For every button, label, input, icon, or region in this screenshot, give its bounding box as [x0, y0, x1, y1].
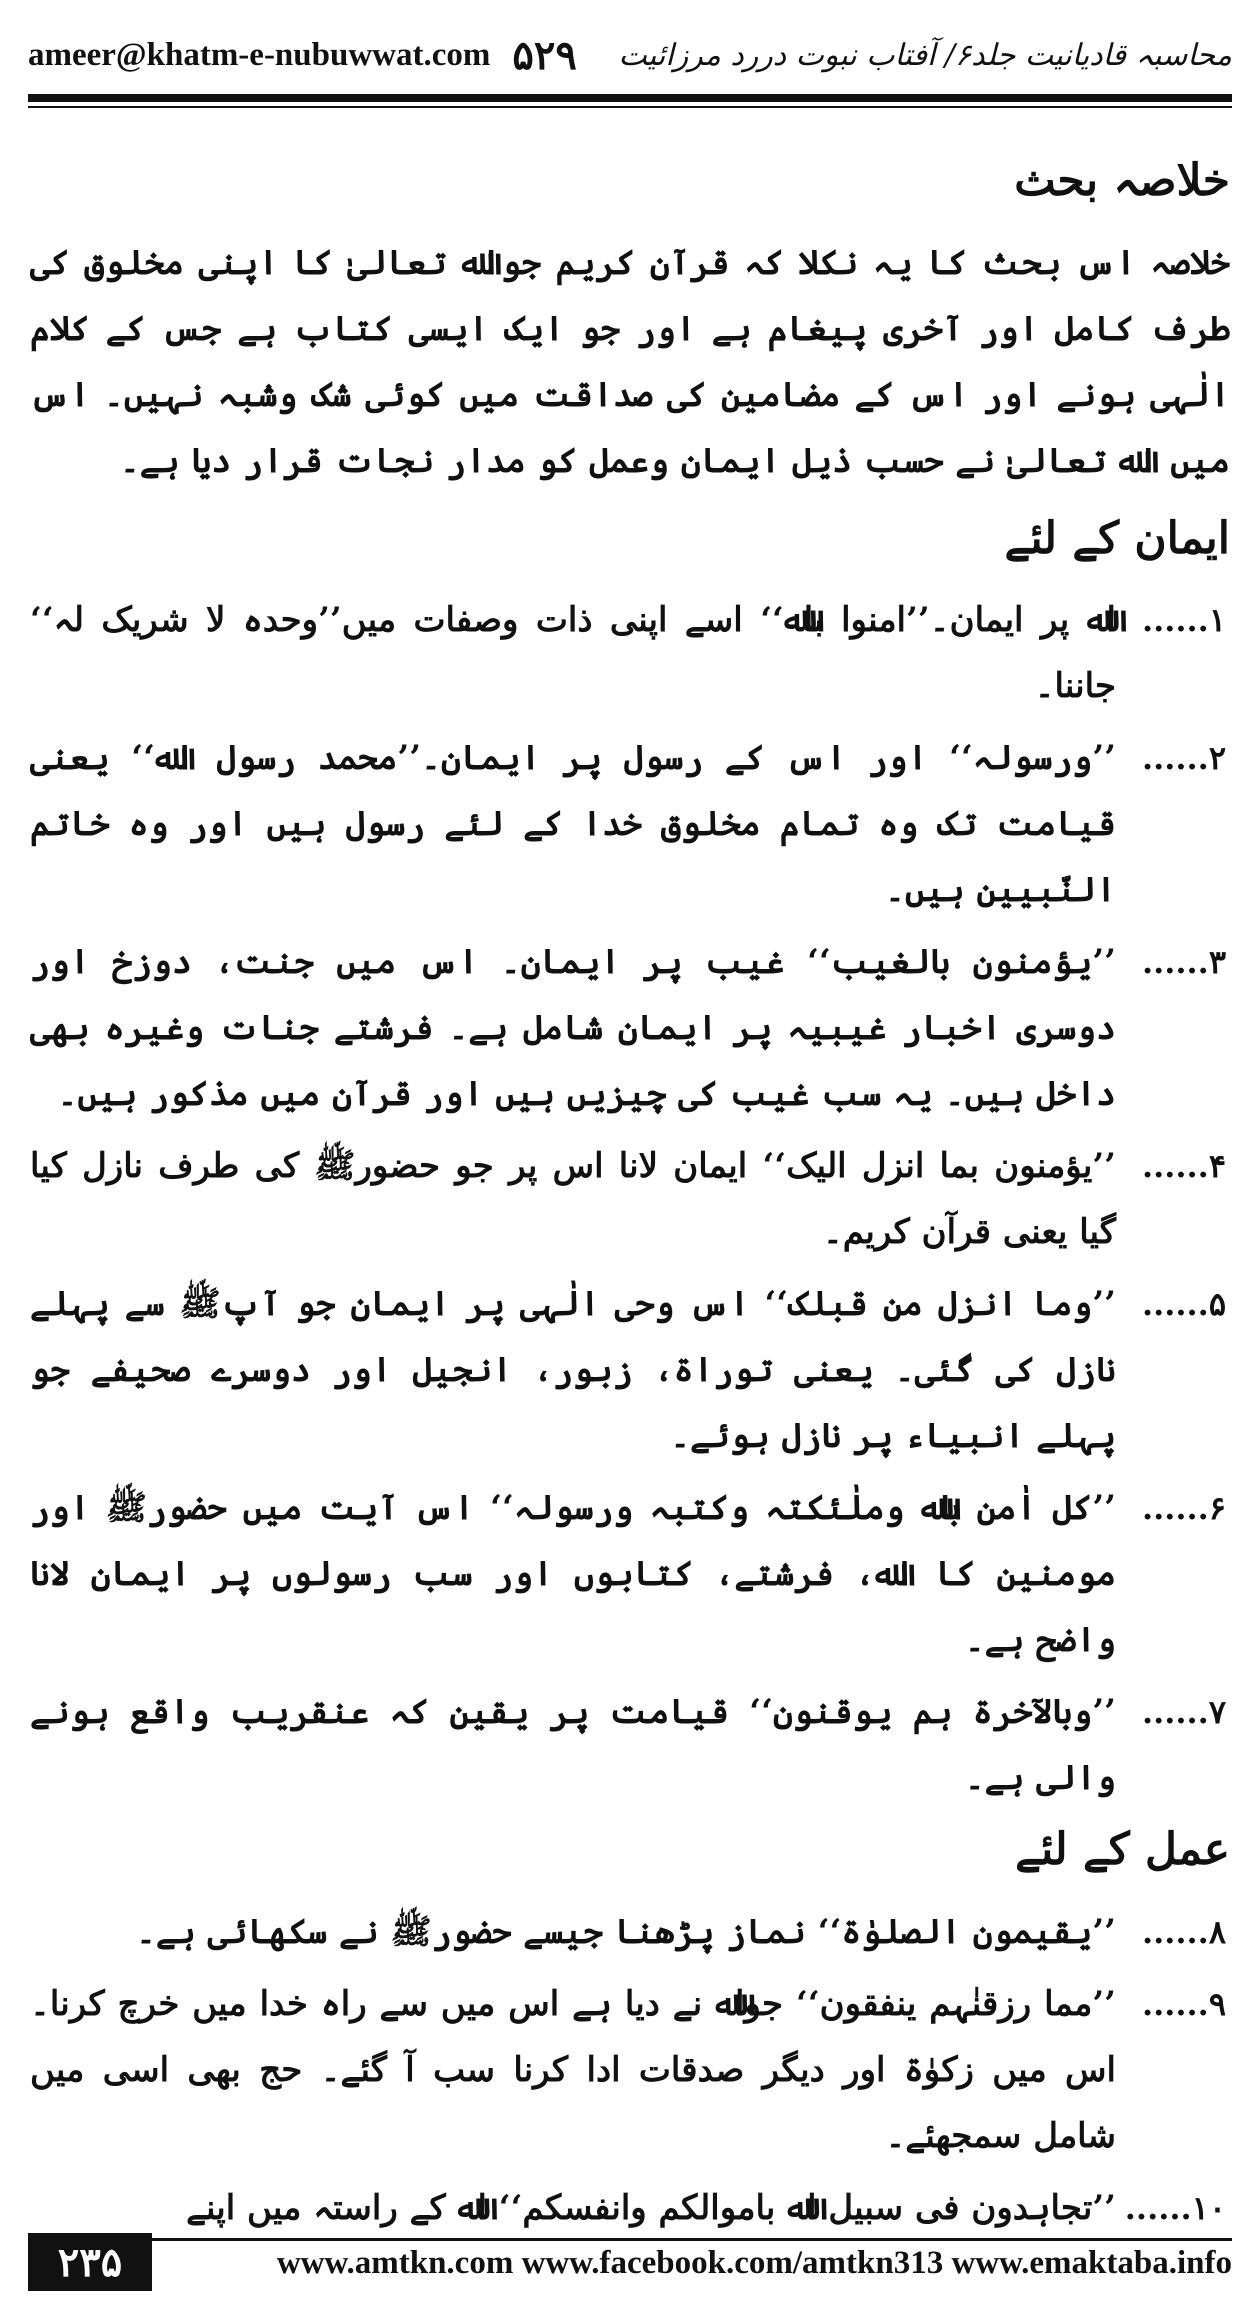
item-number: ۴......: [1141, 1147, 1226, 1186]
item-number: ۱......: [1141, 601, 1226, 640]
iman-list: [30, 587, 1230, 1811]
page-footer: [28, 2238, 1232, 2291]
amal-list: [30, 1899, 1230, 2241]
item-text: ’’مما رزقنٰہم ینفقون‘‘ جواﷲ نے دیا ہے اس میں سے راہ خدا میں خرچ کرنا۔ اس میں زکوٰۃ اور دیگر صدقات ادا کرنا سب آ گئے۔ حج بھی اسی میں شامل سمجھئے۔: [30, 1983, 1116, 2156]
summary-paragraph: خلاصہ اس بحث کا یہ نکلا کہ قرآن کریم جواﷲ تعالیٰ کا اپنی مخلوق کی طرف کامل اور آخری پیغام ہے اور جو ایک ایسی کتاب ہے جس کے کلام الٰہی ہونے اور اس کے مضامین کی صداقت میں کوئی شک وشبہ نہیں۔ اس میں اﷲ تعالیٰ نے حسب ذیل ایمان وعمل کو مدار نجات قرار دیا ہے۔: [30, 242, 1230, 481]
list-item: [30, 2175, 1230, 2241]
header-page-number: ۵۲۹: [512, 31, 577, 79]
list-item: [30, 1679, 1230, 1811]
list-item: [30, 929, 1230, 1127]
header-divider-thick: [28, 94, 1232, 102]
summary-heading: خلاصہ بحث: [1014, 155, 1230, 206]
item-number: ۲......: [1141, 739, 1226, 778]
item-text: ’’کل اٰمن باﷲ وملٰئکتہ وکتبہ ورسولہ‘‘ اس آیت میں حضورﷺ اور مومنین کا اﷲ، فرشتے، کتابوں اور سب رسولوں پر ایمان لانا واضح ہے۔: [30, 1488, 1116, 1661]
item-number: ۶......: [1141, 1489, 1226, 1528]
item-number: ۷......: [1141, 1693, 1226, 1732]
list-item: [30, 1899, 1230, 1965]
list-item: [30, 1271, 1230, 1469]
item-number: ۱۰......: [1124, 2188, 1226, 2227]
footer-links[interactable]: www.amtkn.com www.facebook.com/amtkn313 www.emaktaba.info: [276, 2245, 1232, 2281]
item-number: ۸......: [1141, 1912, 1226, 1951]
item-text: ’’ورسولہ‘‘ اور اس کے رسول پر ایمان۔’’محمد رسول اﷲ‘‘ یعنی قیامت تک وہ تمام مخلوق خدا کے لئے رسول ہیں اور وہ خاتم النّبیین ہیں۔: [30, 738, 1116, 911]
item-text: ’’یؤمنون بما انزل الیک‘‘ ایمان لانا اس پر جو حضورﷺ کی طرف نازل کیا گیا یعنی قرآن کریم۔: [30, 1146, 1116, 1253]
header-book-title: محاسبہ قادیانیت جلد۶/ آفتاب نبوت دررد مرزائیت: [618, 37, 1232, 73]
list-item: [30, 725, 1230, 923]
list-item: [30, 1475, 1230, 1673]
iman-heading: ایمان کے لئے: [1004, 512, 1230, 564]
header-email[interactable]: ameer@khatm-e-nubuwwat.com: [28, 36, 491, 73]
item-number: ۳......: [1141, 943, 1226, 982]
item-text: ’’تجاہدون فی سبیل اﷲ باموالکم وانفسکم‘‘ اﷲ کے راستہ میں اپنے: [186, 2187, 1116, 2228]
list-item: [30, 1133, 1230, 1265]
amal-heading: عمل کے لئے: [1015, 1824, 1230, 1876]
header-left: [28, 32, 599, 79]
item-text: اﷲ پر ایمان۔’’امنوا باﷲ‘‘ اسے اپنی ذات وصفات میں’’وحدہ لا شریک لہ‘‘ جاننا۔: [30, 600, 1116, 707]
item-text: ’’وما انزل من قبلک‘‘ اس وحی الٰہی پر ایمان جو آپﷺ سے پہلے نازل کی گئی۔ یعنی توراۃ، زبور، انجیل اور دوسرے صحیفے جو پہلے انبیاء پر نازل ہوئے۔: [30, 1284, 1116, 1457]
list-item: [30, 1971, 1230, 2169]
item-text: ’’یقیمون الصلوٰۃ‘‘ نماز پڑھنا جیسے حضورﷺ نے سکھائی ہے۔: [136, 1911, 1116, 1952]
item-number: ۵......: [1141, 1285, 1226, 1324]
item-text: ’’وبالآخرۃ ہم یوقنون‘‘ قیامت پر یقین کہ عنقریب واقع ہونے والی ہے۔: [30, 1692, 1116, 1799]
page-header: [28, 22, 1232, 88]
page-body: [30, 150, 1230, 2249]
item-text: ’’یؤمنون بالغیب‘‘ غیب پر ایمان۔ اس میں جنت، دوزخ اور دوسری اخبار غیبیہ پر ایمان شامل ہے۔ فرشتے جنات وغیرہ بھی داخل ہیں۔ یہ سب غیب کی چیزیں ہیں اور قرآن میں مذکور ہیں۔: [30, 942, 1116, 1115]
footer-page-badge: ۲۳۵: [28, 2233, 152, 2291]
item-number: ۹......: [1141, 1984, 1226, 2023]
header-divider-thin: [28, 106, 1232, 108]
list-item: [30, 587, 1230, 719]
